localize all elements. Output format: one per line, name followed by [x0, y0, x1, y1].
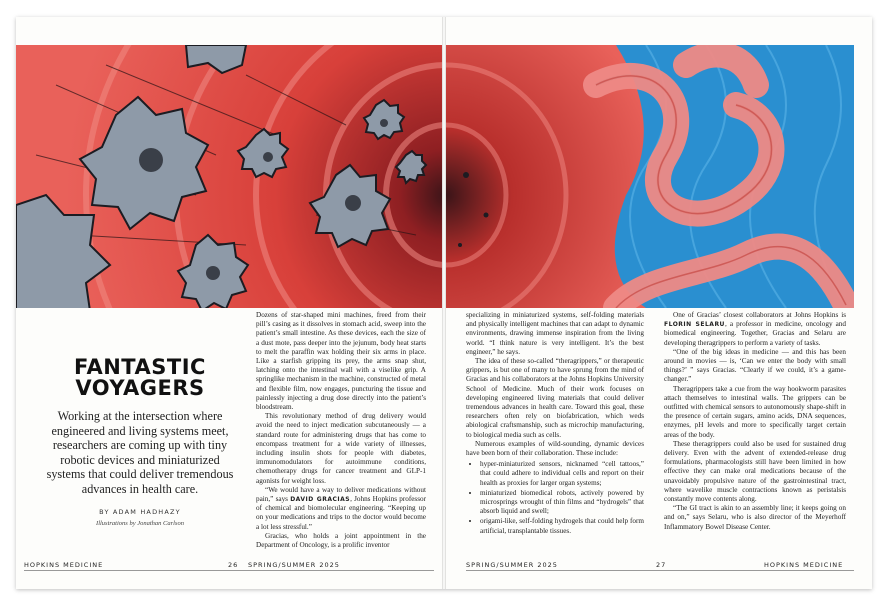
page-number-left: 26 — [228, 561, 239, 569]
body-column-2 — [466, 311, 644, 537]
byline: BY ADAM HADHAZY — [99, 507, 181, 516]
intestine-illustration-left — [16, 45, 442, 308]
person-name: FLORIN SELARU — [664, 321, 725, 329]
footer-rule-right — [466, 570, 854, 571]
paragraph: The idea of these so-called “theragrippers,” or therapeutic grippers, is but one of many to have sprung from the mind of Gracias and his collaborators at the Johns Hopkins University School of Medicine. Much of their work focuses on developing engineered living materials that could deliver tremendous advances in health care. Toward this goal, these researchers often rely on biofabrication, which weds abiological craftsmanship, such as microchip manufacturing, to biological media such as cells. — [466, 357, 644, 439]
footer-publication-left: HOPKINS MEDICINE — [24, 561, 104, 569]
right-page — [446, 17, 872, 589]
footer-issue-left: SPRING/SUMMER 2025 — [248, 561, 340, 569]
paragraph: “The GI tract is akin to an assembly line; it keeps going on and on,” says Selaru, who is also director of the Meyerhoff Inflammatory Bowel Disease Center. — [664, 504, 846, 531]
paragraph: This revolutionary method of drug delivery would avoid the need to inject medication subcutaneously — a standard route for administering drugs that has come to encompass treatment for a wide variety of illnesses, including insulin shots for people with diabetes, immunomodulators for autoimmune conditions, chemotherapy drugs for cancer treatment and GLP-1 agonists for weight loss. — [256, 412, 426, 485]
footer-issue-right: SPRING/SUMMER 2025 — [466, 561, 558, 569]
paragraph: Theragrippers take a cue from the way hookworm parasites attach themselves to intestinal walls. The grippers can be outfitted with chemical sensors to autonomously shape-shift in the presence of certain sugars, amino acids, DNA sequences, enzymes, pH levels and more to specifically target certain areas of the body. — [664, 384, 846, 439]
paragraph: One of Gracias’ closest collaborators at Johns Hopkins is FLORIN SELARU, a professor in medicine, oncology and biomedical engineering. Together, Gracias and Selaru are developing theragrippers to perform a variety of tasks. — [664, 311, 846, 347]
paragraph: Dozens of star-shaped mini machines, freed from their pill’s casing as it dissolves in stomach acid, sweep into the patient’s small intestine. As these devices, each the size of a dust mote, pass deeper into the jejunum, body heat starts to melt the paraffin wax holding their six arms in place. Like a starfish gripping its prey, the arms snap shut, latching onto the intestinal wall with a viselike grip. A springlike mechanism in the machine, constructed of metal and flexible film, now engages, puncturing the tissue and painlessly injecting a drug dose directly into the patient’s bloodstream. — [256, 311, 426, 412]
list-item: • origami-like, self-folding hydrogels that could help form artificial, transplantable tissues. — [480, 517, 644, 535]
headline-line-2: VOYAGERS — [75, 376, 205, 400]
footer-rule-left — [24, 570, 434, 571]
list-item: • miniaturized biomedical robots, actively powered by microsprings wrought of thin films and “hydrogels” that absorb liquid and swell; — [480, 489, 644, 517]
illustration-credit: Illustrations by Jonathan Carlson — [96, 519, 184, 527]
intestine-illustration-right — [446, 45, 854, 308]
bullet-list — [466, 460, 644, 536]
paragraph: Gracias, who holds a joint appointment in the Department of Oncology, is a prolific inventor — [256, 531, 426, 550]
paragraph: “One of the big ideas in medicine — and this has been around in movies — is, ‘Can we enter the body with small things?’ ” says Gracias. “Clearly if we could, it’s a game-changer.” — [664, 347, 846, 384]
paragraph: “We would have a way to deliver medications without pain,” says DAVID GRACIAS, Johns Hopkins professor of chemical and biomolecular engineering. “Keeping up on your medications and trips to the doctor would become a lot less stressful.” — [256, 485, 426, 531]
body-column-1 — [256, 311, 426, 550]
headline-line-1: FANTASTIC — [74, 355, 206, 379]
person-name: DAVID GRACIAS — [290, 496, 351, 504]
paragraph: Numerous examples of wild-sounding, dynamic devices have been born of their collaboration. These include: — [466, 439, 644, 458]
page-number-right: 27 — [656, 561, 667, 569]
dek: Working at the intersection where engineered and living systems meet, researchers are coming up with tiny robotic devices and miniaturized systems that could deliver tremendous advances in health care. — [46, 409, 234, 496]
footer-publication-right: HOPKINS MEDICINE — [764, 561, 844, 569]
magazine-spread — [16, 17, 872, 589]
body-column-3 — [664, 311, 846, 532]
paragraph: These theragrippers could also be used for sustained drug delivery. Even with the advent of extended-release drug formulations, pharmacologists still have been limited in how effective they can make oral medications because of the unavoidably propulsive nature of the gastrointestinal tract, where wavelike muscle contractions known as peristalsis constantly move contents along. — [664, 439, 846, 504]
list-item: • hyper-miniaturized sensors, nicknamed “cell tattoos,” that could adhere to individual cells and report on their health as proxies for larger organ systems; — [480, 460, 644, 488]
left-page — [16, 17, 442, 589]
paragraph: specializing in miniaturized systems, self-folding materials and physically intelligent machines that can adapt to dynamic environments, drawing immense inspiration from the living world. “I think nature is very intelligent. It’s the best engineer,” he says. — [466, 311, 644, 356]
headline-block — [42, 357, 238, 527]
